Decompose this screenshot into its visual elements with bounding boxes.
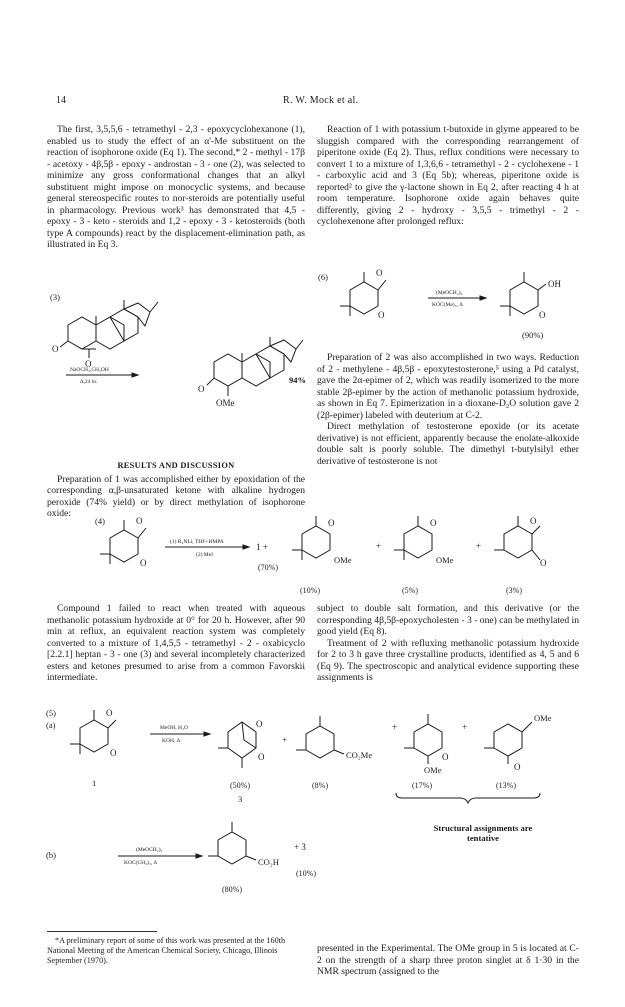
paragraph: Treatment of 2 with refluxing methanolic potassium hydroxide for 2 to 3 h gave three crystalline products, identified as 4, 5 and 6 (Eq 9). The spectroscopic and analytical evidence supporting these assignments is (317, 637, 579, 683)
paragraph: The first, 3,5,5,6 - tetramethyl - 2,3 - epoxycyclohexanone (1), enabled us to study the effect of an α'-Me substituent on the reaction of isophorone oxide (Eq 1). The second,* 2 - methyl - 17β - acetoxy - 4β,5β - epoxy - androstan - 3 - one (2), was selected to minimize any gross conformational changes that an alkyl substituent might impose on monocyclic systems, and because general stereospecific routes to nor-steroids are potentially useful in pharmacology. Previous work³ has demonstrated that 4,5 - epoxy - 3 - keto - steroids and 1,2 - epoxy - 3 - ketosteroids (both type A compounds) react by the displacement-elimination path, as illustrated in Eq 3. (47, 124, 305, 250)
reagent: MeOH, H₂O (160, 725, 188, 731)
yield: (13%) (496, 781, 516, 790)
methoxy-product-structure (292, 516, 330, 560)
methoxy-enone-structure (207, 337, 303, 396)
atom-o: O (198, 384, 205, 394)
reagent: (MeOCH₂)₂ (436, 290, 463, 296)
reagent: KOH, Δ (162, 738, 181, 744)
atom-o: O (328, 518, 335, 528)
atom-o: O (140, 558, 147, 568)
plus-sign: + (376, 541, 382, 551)
hydroxyl-group: OH (548, 279, 561, 289)
bicyclic-lactone-structure (218, 722, 256, 768)
plus-sign: + (282, 735, 288, 745)
atom-o: O (442, 752, 449, 762)
compound-number: 3 (238, 794, 243, 804)
section-heading: RESULTS AND DISCUSSION (117, 461, 235, 470)
atom-o: O (256, 719, 263, 729)
methoxy-group: OMe (334, 555, 352, 565)
reagent: KOC(CH₃)₃, Δ (124, 860, 158, 866)
reagent: NaOCH₃,CH₃OH (70, 367, 109, 373)
atom-o: O (376, 268, 383, 278)
plus-compound-3: + 3 (294, 842, 306, 852)
yield: (80%) (222, 885, 242, 894)
plus-sign: + (462, 722, 468, 732)
running-title: R. W. Mock et al. (283, 95, 359, 106)
atom-o: O (258, 752, 265, 762)
arrow-head (204, 732, 210, 736)
atom-o: O (136, 516, 143, 526)
methoxy-enone-structure (484, 722, 532, 764)
paragraph: Compound 1 failed to react when treated with aqueous methanolic potassium hydroxide at 0° for 20 h. However, after 90 min at reflux, an equivalent reaction system was completely converted to a mixture of 1,4,5,5 - tetramethyl - 2 - oxabicyclo [2.2.1] heptan - 3 - one (3) and several incompletely characterized esters and ketones presumed to arise from a common Favorskii intermediate. (47, 603, 305, 683)
yield: (10%) (296, 869, 316, 878)
scheme-eq3 (50, 292, 306, 408)
atom-o: O (530, 516, 537, 526)
yield: (5%) (402, 586, 418, 595)
paragraph: presented in the Experimental. The OMe group in 5 is located at C-2 on the strength of a sharp three proton singlet at δ 1·30 in the NMR spectrum (assigned to the (317, 943, 579, 977)
methoxy-group: OMe (424, 765, 442, 775)
epoxy-steroid-structure (60, 300, 158, 358)
arrow-head (480, 296, 486, 300)
plus-sign: + (392, 722, 398, 732)
compound-number: 1 (92, 778, 97, 788)
paragraph: subject to double salt formation, and this derivative (or the corresponding 4β,5β-epoxycholesten - 3 - one) can be methylated in good yield (Eq 8). (317, 603, 579, 637)
atom-o: O (106, 708, 113, 718)
paragraph: Preparation of 2 was also accomplished in two ways. Reduction of 2 - methylene - 4β,5β - epoxytestosterone,⁵ using a Pd catalyst, gave the 2α-epimer of 2, which was readily isomerized to the more stable 2β-epimer by the action of methanolic potassium hydroxide, as shown in Eq 7. Epimerization in a dioxane-D₂O solution gave 2 (2β-epimer) labeled with deuterium at C-2. (317, 352, 579, 421)
atom-o: O (514, 762, 521, 772)
acid-group: CO₂H (258, 857, 279, 867)
atom-o: O (378, 310, 385, 320)
plus-sign: + (476, 541, 482, 551)
atom-o: O (540, 558, 547, 568)
page-number: 14 (56, 95, 66, 106)
grouping-brace (396, 793, 540, 803)
yield: (50%) (230, 781, 250, 790)
eq-sublabel: (a) (46, 720, 56, 730)
atom-o: O (110, 748, 117, 758)
atom-o: O (430, 518, 437, 528)
methoxy-group: OMe (216, 398, 235, 408)
methoxy-group: OMe (436, 555, 454, 565)
scheme-eq5 (46, 708, 552, 894)
reagent: (1) R₂NLi, THF+HMPA (170, 539, 224, 545)
eq-sublabel: (b) (46, 850, 56, 860)
arrow-head (243, 545, 249, 549)
yield: (8%) (312, 781, 328, 790)
ester-structure (296, 716, 344, 758)
carboxylic-acid-structure (208, 822, 256, 864)
reagent: KOC(Me)₃, Δ (432, 302, 463, 308)
yield: (70%) (258, 563, 278, 572)
ester-group: CO₂Me (346, 750, 373, 760)
reagent: Δ,24 hr. (80, 379, 98, 385)
scheme-eq6 (318, 268, 561, 340)
yield: 94% (289, 375, 306, 385)
yield: (90%) (522, 330, 544, 340)
arrow-head (196, 854, 202, 858)
methoxy-group: OMe (534, 713, 552, 723)
atom-o: O (539, 310, 546, 320)
methoxy-enone-structure (404, 714, 442, 764)
eq-label: (6) (318, 272, 328, 282)
product-1: 1 + (256, 542, 268, 552)
methoxy-product-structure (394, 516, 432, 560)
structural-assignments-note: Structural assignments are tentative (433, 823, 533, 843)
atom-o: O (52, 344, 59, 354)
scheme-eq4 (95, 516, 547, 595)
eq-label: (4) (95, 516, 105, 526)
paragraph: Preparation of 1 was accomplished either by epoxidation of the corresponding α,β-unsaturated ketone with alkaline hydrogen peroxide (74% yield) or by direct methylation of isophorone oxide: (47, 473, 305, 519)
paragraph: Direct methylation of testosterone epoxide (or its acetate derivative) is not efficient, apparently because the enolate-alkoxide double salt is poorly soluble. The dimethyl t-butylsilyl ether derivative of testosterone is not (317, 421, 579, 467)
reagent: (2) MeI (196, 552, 213, 558)
paragraph: Reaction of 1 with potassium t-butoxide in glyme appeared to be sluggish compared with the corresponding rearrangement of piperitone oxide (Eq 2). Thus, reflux conditions were necessary to convert 1 to a mixture of 1,3,6,6 - tetramethyl - 2 - cyclohexene - 1 - carboxylic acid and 3 (Eq 5b); whereas, piperitone oxide is reported² to give the γ-lactone shown in Eq 2, after reacting 4 h at room temperature. Isophorone oxide again behaves quite differently, giving 2 - hydroxy - 3,5,5 - trimethyl - 2 - cyclohexenone after prolonged reflux: (317, 124, 579, 227)
yield: (3%) (506, 586, 522, 595)
reagent: (MeOCH₂)₂ (136, 847, 163, 853)
arrow-head (132, 373, 138, 377)
eq-label: (3) (50, 292, 60, 302)
yield: (10%) (300, 586, 320, 595)
atom-o: O (85, 359, 92, 369)
footnote-text: *A preliminary report of some of this work was presented at the 160th National Meeting of the American Chemical Society, Chicago, Illinois September (1970). (47, 936, 286, 965)
eq-label: (5) (46, 708, 56, 718)
yield: (17%) (412, 781, 432, 790)
